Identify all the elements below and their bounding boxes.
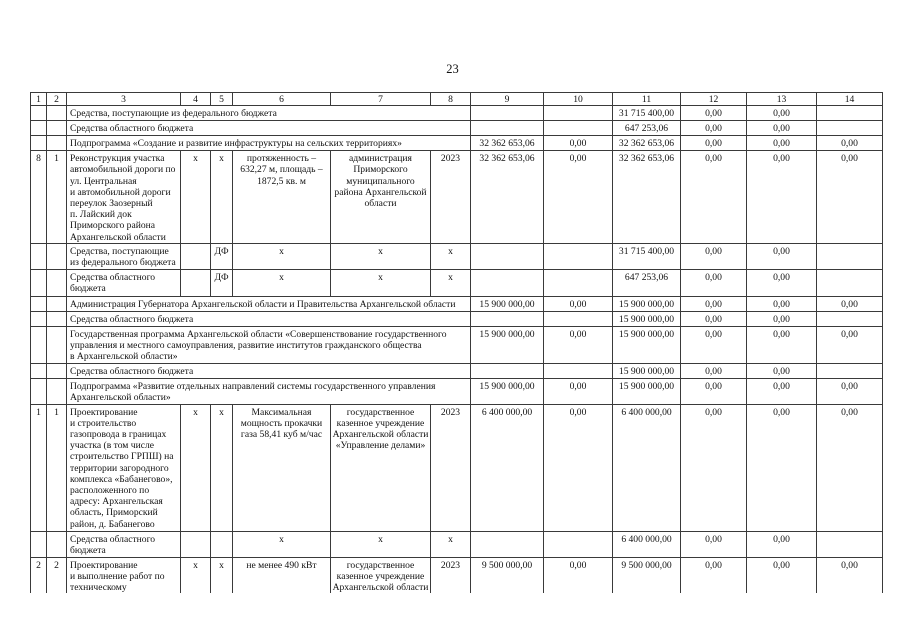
col-7-cell: администрация Приморского муниципального района Архангельской области (331, 151, 431, 244)
col-13-cell: 0,00 (747, 557, 817, 593)
col-14-cell (817, 531, 883, 557)
col-11-cell: 32 362 653,06 (613, 151, 681, 244)
col-11-cell: 15 900 000,00 (613, 378, 681, 404)
col-9-cell (471, 363, 544, 378)
row-number-cell (31, 326, 47, 363)
col-7-cell: х (331, 244, 431, 269)
col-9-cell: 6 400 000,00 (471, 404, 544, 531)
description-cell: Средства областного бюджета (67, 269, 181, 296)
col-9-cell: 15 900 000,00 (471, 378, 544, 404)
description-cell: Проектирование и выполнение работ по техническому (67, 557, 181, 593)
col-9-cell: 9 500 000,00 (471, 557, 544, 593)
column-header: 3 (67, 93, 181, 106)
col-10-cell (544, 363, 613, 378)
col-11-cell: 6 400 000,00 (613, 531, 681, 557)
col-10-cell: 0,00 (544, 151, 613, 244)
col-13-cell: 0,00 (747, 269, 817, 296)
col-8-cell: 2023 (431, 557, 471, 593)
col-12-cell: 0,00 (681, 121, 747, 136)
col-8-cell: х (431, 244, 471, 269)
sub-number-cell (47, 296, 67, 311)
sub-number-cell (47, 106, 67, 121)
col-14-cell: 0,00 (817, 404, 883, 531)
col-14-cell: 0,00 (817, 296, 883, 311)
col-11-cell: 647 253,06 (613, 121, 681, 136)
col-13-cell: 0,00 (747, 121, 817, 136)
col-5-cell (211, 531, 233, 557)
col-13-cell: 0,00 (747, 326, 817, 363)
col-13-cell: 0,00 (747, 296, 817, 311)
sub-number-cell (47, 531, 67, 557)
row-number-cell (31, 121, 47, 136)
col-12-cell: 0,00 (681, 326, 747, 363)
col-13-cell: 0,00 (747, 531, 817, 557)
column-header: 9 (471, 93, 544, 106)
row-number-cell (31, 269, 47, 296)
row-number-cell (31, 296, 47, 311)
col-13-cell: 0,00 (747, 106, 817, 121)
row-number-cell (31, 531, 47, 557)
col-12-cell: 0,00 (681, 136, 747, 151)
sub-number-cell (47, 136, 67, 151)
page-number: 23 (446, 62, 459, 76)
table-row (31, 296, 883, 311)
budget-table (30, 92, 883, 593)
row-number-cell: 8 (31, 151, 47, 244)
col-6-cell: х (233, 269, 331, 296)
description-cell: Подпрограмма «Создание и развитие инфраструктуры на сельских территориях» (67, 136, 471, 151)
col-6-cell: не менее 490 кВт (233, 557, 331, 593)
col-4-cell: х (181, 557, 211, 593)
column-header: 10 (544, 93, 613, 106)
description-cell: Подпрограмма «Развитие отдельных направлений системы государственного управления Архангельской области» (67, 378, 471, 404)
column-header: 12 (681, 93, 747, 106)
col-12-cell: 0,00 (681, 106, 747, 121)
col-12-cell: 0,00 (681, 531, 747, 557)
col-7-cell: государственное казенное учреждение Архангельской области «Управление делами» (331, 404, 431, 531)
table-row (31, 151, 883, 244)
col-13-cell: 0,00 (747, 151, 817, 244)
row-number-cell (31, 244, 47, 269)
col-11-cell: 15 900 000,00 (613, 296, 681, 311)
col-13-cell: 0,00 (747, 404, 817, 531)
col-14-cell (817, 363, 883, 378)
description-cell: Администрация Губернатора Архангельской области и Правительства Архангельской области (67, 296, 471, 311)
col-8-cell: х (431, 269, 471, 296)
col-9-cell (471, 106, 544, 121)
col-12-cell: 0,00 (681, 296, 747, 311)
col-8-cell: 2023 (431, 151, 471, 244)
col-12-cell: 0,00 (681, 557, 747, 593)
column-header: 1 (31, 93, 47, 106)
description-cell: Реконструкция участка автомобильной дороги по ул. Центральная и автомобильной дороги переулок Заозерный п. Лайский док Приморского района Архангельской области (67, 151, 181, 244)
description-cell: Средства, поступающие из федерального бюджета (67, 106, 471, 121)
col-10-cell (544, 106, 613, 121)
description-cell: Государственная программа Архангельской области «Совершенствование государственного управления и местного самоуправления, развитие институтов гражданского общества в Архангельской области» (67, 326, 471, 363)
row-number-cell (31, 363, 47, 378)
table-row (31, 326, 883, 363)
sub-number-cell (47, 378, 67, 404)
table-row (31, 363, 883, 378)
column-header: 6 (233, 93, 331, 106)
col-12-cell: 0,00 (681, 269, 747, 296)
row-number-cell (31, 378, 47, 404)
col-10-cell: 0,00 (544, 296, 613, 311)
col-9-cell (471, 311, 544, 326)
col-9-cell (471, 531, 544, 557)
column-header: 7 (331, 93, 431, 106)
col-11-cell: 31 715 400,00 (613, 106, 681, 121)
col-6-cell: протяженность – 632,27 м, площадь – 1872,5 кв. м (233, 151, 331, 244)
col-14-cell: 0,00 (817, 326, 883, 363)
sub-number-cell (47, 244, 67, 269)
column-header: 11 (613, 93, 681, 106)
col-14-cell: 0,00 (817, 136, 883, 151)
column-header: 4 (181, 93, 211, 106)
col-10-cell: 0,00 (544, 378, 613, 404)
col-7-cell: х (331, 531, 431, 557)
col-5-cell: ДФ (211, 244, 233, 269)
col-11-cell: 647 253,06 (613, 269, 681, 296)
description-cell: Средства областного бюджета (67, 363, 471, 378)
col-4-cell (181, 244, 211, 269)
col-14-cell (817, 121, 883, 136)
budget-table-container (30, 92, 883, 593)
col-6-cell: х (233, 244, 331, 269)
sub-number-cell (47, 269, 67, 296)
table-row (31, 531, 883, 557)
column-header: 5 (211, 93, 233, 106)
col-10-cell (544, 269, 613, 296)
sub-number-cell (47, 121, 67, 136)
col-6-cell: х (233, 531, 331, 557)
col-12-cell: 0,00 (681, 404, 747, 531)
col-9-cell: 15 900 000,00 (471, 296, 544, 311)
table-row (31, 378, 883, 404)
table-row (31, 244, 883, 269)
col-11-cell: 15 900 000,00 (613, 363, 681, 378)
col-4-cell: х (181, 151, 211, 244)
col-8-cell: х (431, 531, 471, 557)
table-row (31, 311, 883, 326)
col-14-cell: 0,00 (817, 151, 883, 244)
col-4-cell (181, 531, 211, 557)
col-5-cell: ДФ (211, 269, 233, 296)
sub-number-cell: 1 (47, 404, 67, 531)
table-row (31, 404, 883, 531)
table-row (31, 557, 883, 593)
col-12-cell: 0,00 (681, 244, 747, 269)
col-10-cell: 0,00 (544, 136, 613, 151)
col-10-cell (544, 244, 613, 269)
column-header: 2 (47, 93, 67, 106)
sub-number-cell (47, 311, 67, 326)
sub-number-cell (47, 326, 67, 363)
col-10-cell (544, 311, 613, 326)
col-12-cell: 0,00 (681, 363, 747, 378)
col-9-cell (471, 244, 544, 269)
sub-number-cell (47, 363, 67, 378)
col-7-cell: х (331, 269, 431, 296)
col-7-cell: государственное казенное учреждение Архангельской области (331, 557, 431, 593)
row-number-cell (31, 106, 47, 121)
col-13-cell: 0,00 (747, 363, 817, 378)
sub-number-cell: 2 (47, 557, 67, 593)
col-14-cell (817, 269, 883, 296)
col-9-cell: 32 362 653,06 (471, 151, 544, 244)
col-11-cell: 9 500 000,00 (613, 557, 681, 593)
col-11-cell: 31 715 400,00 (613, 244, 681, 269)
col-12-cell: 0,00 (681, 151, 747, 244)
col-10-cell (544, 531, 613, 557)
col-8-cell: 2023 (431, 404, 471, 531)
table-row (31, 269, 883, 296)
col-10-cell: 0,00 (544, 404, 613, 531)
table-row (31, 136, 883, 151)
col-4-cell (181, 269, 211, 296)
col-11-cell: 15 900 000,00 (613, 311, 681, 326)
col-10-cell: 0,00 (544, 326, 613, 363)
col-9-cell: 15 900 000,00 (471, 326, 544, 363)
col-11-cell: 32 362 653,06 (613, 136, 681, 151)
col-6-cell: Максимальная мощность прокачки газа 58,41 куб м/час (233, 404, 331, 531)
description-cell: Проектирование и строительство газопровода в границах участка (в том числе строительство ГРПШ) на территории загородного комплекса «Бабанегово», расположенного по адресу: Архангельская область, Приморский район, д. Бабанегово (67, 404, 181, 531)
col-11-cell: 6 400 000,00 (613, 404, 681, 531)
col-10-cell: 0,00 (544, 557, 613, 593)
row-number-cell: 2 (31, 557, 47, 593)
col-11-cell: 15 900 000,00 (613, 326, 681, 363)
description-cell: Средства, поступающие из федерального бюджета (67, 244, 181, 269)
description-cell: Средства областного бюджета (67, 531, 181, 557)
col-12-cell: 0,00 (681, 311, 747, 326)
description-cell: Средства областного бюджета (67, 311, 471, 326)
table-row (31, 121, 883, 136)
col-13-cell: 0,00 (747, 136, 817, 151)
sub-number-cell: 1 (47, 151, 67, 244)
description-cell: Средства областного бюджета (67, 121, 471, 136)
col-14-cell (817, 244, 883, 269)
col-9-cell (471, 121, 544, 136)
row-number-cell (31, 311, 47, 326)
col-5-cell: х (211, 557, 233, 593)
col-10-cell (544, 121, 613, 136)
row-number-cell: 1 (31, 404, 47, 531)
col-5-cell: х (211, 151, 233, 244)
col-5-cell: х (211, 404, 233, 531)
col-14-cell (817, 106, 883, 121)
col-4-cell: х (181, 404, 211, 531)
table-row (31, 106, 883, 121)
col-14-cell: 0,00 (817, 557, 883, 593)
col-14-cell (817, 311, 883, 326)
col-9-cell: 32 362 653,06 (471, 136, 544, 151)
column-header: 13 (747, 93, 817, 106)
col-14-cell: 0,00 (817, 378, 883, 404)
col-13-cell: 0,00 (747, 311, 817, 326)
col-12-cell: 0,00 (681, 378, 747, 404)
row-number-cell (31, 136, 47, 151)
column-header: 8 (431, 93, 471, 106)
col-13-cell: 0,00 (747, 378, 817, 404)
header-row (31, 93, 883, 106)
col-9-cell (471, 269, 544, 296)
col-13-cell: 0,00 (747, 244, 817, 269)
column-header: 14 (817, 93, 883, 106)
